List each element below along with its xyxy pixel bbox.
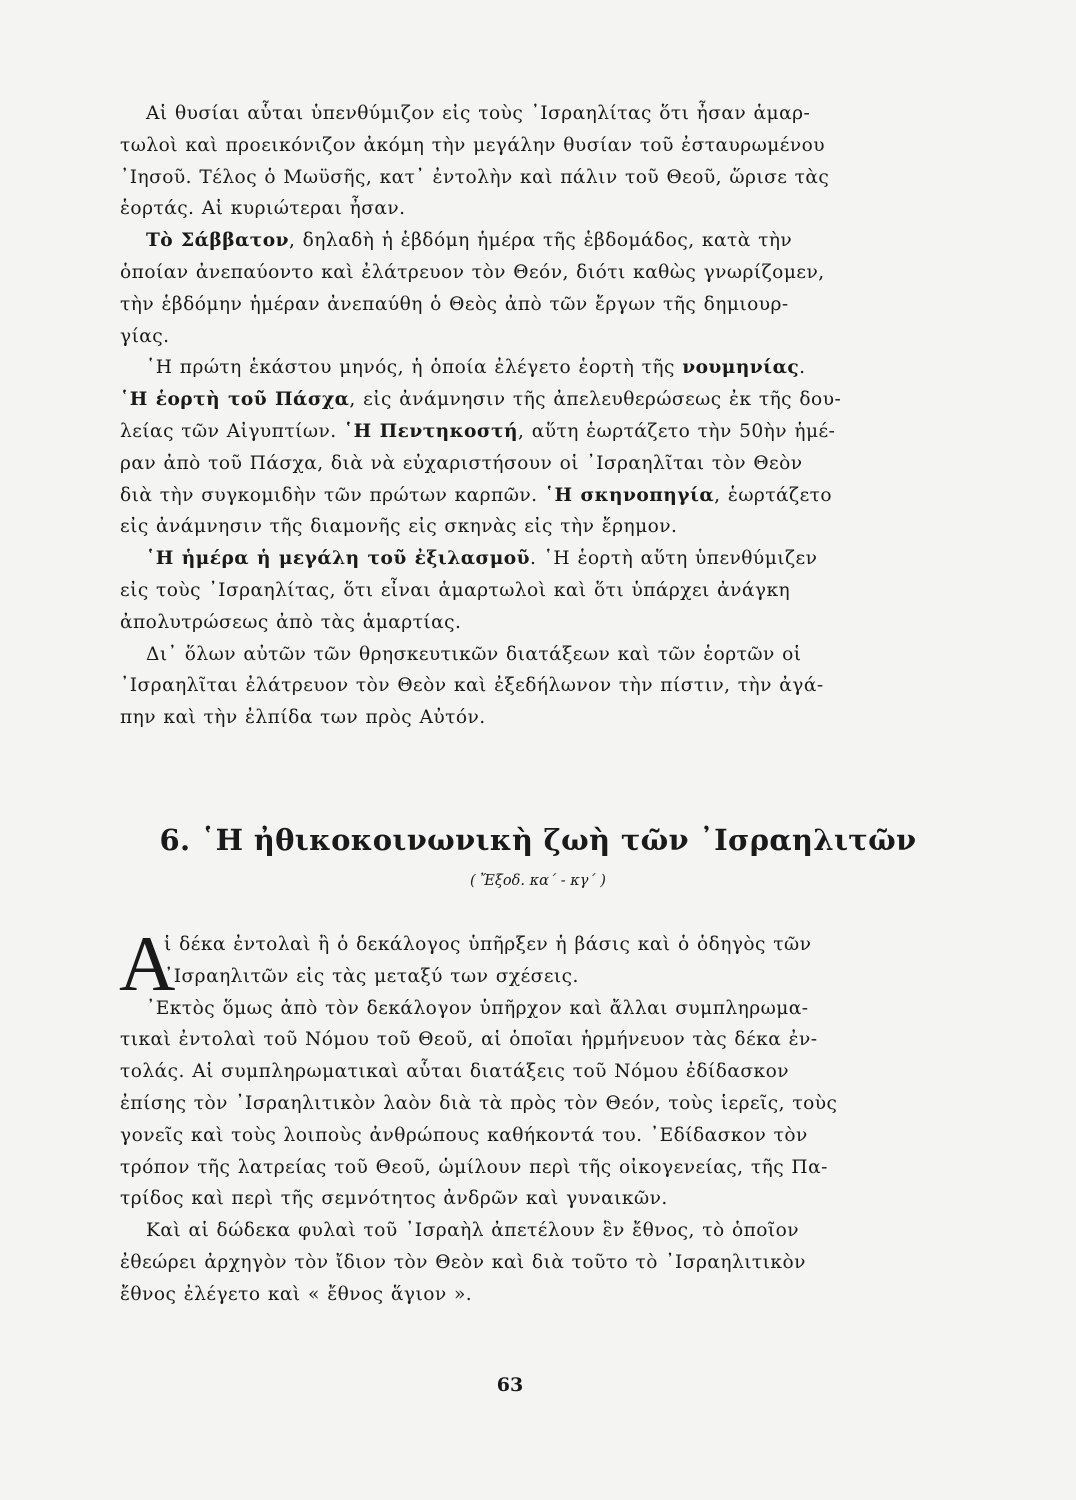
section-heading: 6. ῾Η ἠθικοκοινωνικὴ ζωὴ τῶν ᾿Ισραηλιτῶν xyxy=(159,823,917,857)
paragraph-ten-commandments: ἱ δέκα ἐντολαὶ ἢ ὁ δεκάλογος ὑπῆρξεν ἡ βάσις καὶ ὁ ὁδηγὸς τῶν ᾿Ισραηλιτῶν εἰς τὰς μεταξύ των σχέσεις. xyxy=(164,934,812,987)
paragraph-worship-summary: Δι᾿ ὅλων αὐτῶν τῶν θρησκευτικῶν διατάξεων καὶ τῶν ἑορτῶν οἱ ᾿Ισραηλῖται ἐλάτρευον τὸν Θεὸν καὶ ἐξεδήλωνον τὴν πίστιν, τὴν ἀγά- πην καὶ τὴν ἐλπίδα των πρὸς Αὐτόν. xyxy=(120,643,824,729)
paragraph-supplementary-laws: ᾿Εκτὸς ὅμως ἀπὸ τὸν δεκάλογον ὑπῆρχον καὶ ἄλλαι συμπληρωμα- τικαὶ ἐντολαὶ τοῦ Νόμου τοῦ Θεοῦ, αἱ ὁποῖαι ἡρμήνευον τὰς δέκα ἐν- τολάς. Αἱ συμπληρωματικαὶ αὗται διατάξεις τοῦ Νόμου ἐδίδασκον ἐπίσης τὸν ᾿Ισραηλιτικὸν λαὸν διὰ τὰ πρὸς τὸν Θεόν, τοὺς ἱερεῖς, τοὺς γονεῖς καὶ τοὺς λοιποὺς ἀνθρώπους καθήκοντά του. ᾿Εδίδασκον τὸν τρόπον τῆς λατρείας τοῦ Θεοῦ, ὡμίλουν περὶ τῆς οἰκογενείας, τῆς Πα- τρίδος καὶ περὶ τῆς σεμνότητος ἀνδρῶν καὶ γυναικῶν. xyxy=(120,997,838,1210)
paragraph-twelve-tribes: Καὶ αἱ δώδεκα φυλαὶ τοῦ ᾿Ισραὴλ ἀπετέλουν ἓν ἔθνος, τὸ ὁποῖον ἐθεώρει ἀρχηγὸν τὸν ἴδιον τὸν Θεὸν καὶ διὰ τοῦτο τὸ ᾿Ισραηλιτικὸν ἔθνος ἐλέγετο καὶ « ἔθνος ἅγιον ». xyxy=(120,1220,806,1305)
paragraph-sacrifices: Αἱ θυσίαι αὗται ὑπενθύμιζον εἰς τοὺς ᾿Ισραηλίτας ὅτι ἦσαν ἁμαρ- τωλοὶ καὶ προεικόνιζον ἀκόμη τὴν μεγάλην θυσίαν τοῦ ἐσταυρωμένου ᾿Ιησοῦ. Τέλος ὁ Μωϋσῆς, κατ᾿ ἐντολὴν καὶ πάλιν τοῦ Θεοῦ, ὥρισε τὰς ἑορτάς. Αἱ κυριώτεραι ἦσαν. xyxy=(120,103,830,220)
upper-text-block xyxy=(120,98,910,734)
section-text-block xyxy=(120,929,910,1311)
scripture-reference: ( Ἔξοδ. κα΄ - κγ΄ ) xyxy=(470,873,606,889)
paragraph-day-of-atonement: ῾Η ἡμέρα ἡ μεγάλη τοῦ ἐξιλασμοῦ. ῾Η ἑορτὴ αὕτη ὑπενθύμιζεν εἰς τοὺς ᾿Ισραηλίτας, ὅτι εἶναι ἁμαρτωλοὶ καὶ ὅτι ὑπάρχει ἀνάγκη ἀπολυτρώσεως ἀπὸ τὰς ἁμαρτίας. xyxy=(120,548,818,633)
paragraph-feasts: ῾Η πρώτη ἑκάστου μηνός, ἡ ὁποία ἐλέγετο ἑορτὴ τῆς νουμηνίας. ῾Η ἑορτὴ τοῦ Πάσχα, εἰς ἀνάμνησιν τῆς ἀπελευθερώσεως ἐκ τῆς δου- λείας τῶν Αἰγυπτίων. ῾Η Πεντηκοστή, αὕτη ἑωρτάζετο τὴν 50ὴν ἡμέ- ραν ἀπὸ τοῦ Πάσχα, διὰ νὰ εὐχαριστήσουν οἱ ᾿Ισραηλῖται τὸν Θεὸν διὰ τὴν συγκομιδὴν τῶν πρώτων καρπῶν. ῾Η σκηνοπηγία, ἑωρτάζετο εἰς ἀνάμνησιν τῆς διαμονῆς εἰς σκηνὰς εἰς τὴν ἔρημον. xyxy=(120,357,842,538)
paragraph-sabbath: Τὸ Σάββατον, δηλαδὴ ἡ ἑβδόμη ἡμέρα τῆς ἑβδομάδος, κατὰ τὴν ὁποίαν ἀνεπαύοντο καὶ ἐλάτρευον τὸν Θεόν, διότι καθὼς γνωρίζομεν, τὴν ἑβδόμην ἡμέραν ἀνεπαύθη ὁ Θεὸς ἀπὸ τῶν ἔργων τῆς δημιουρ- γίας. xyxy=(120,230,825,347)
drop-cap: Α xyxy=(119,920,176,1007)
page-number: 63 xyxy=(496,1374,524,1396)
